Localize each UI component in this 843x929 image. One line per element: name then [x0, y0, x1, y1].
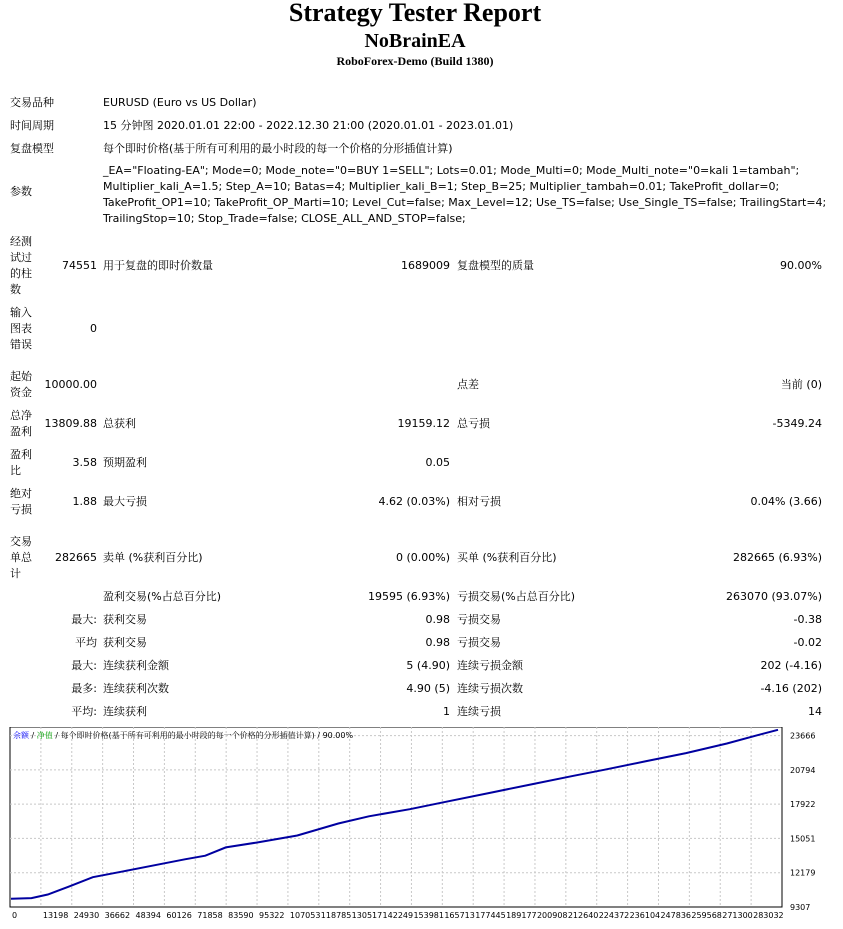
average-prefix: 平均 [75, 636, 97, 649]
largest-prefix: 最大: [71, 613, 97, 626]
trades-label-2: 单总 [10, 551, 32, 564]
long-value: 282665 (6.93%) [732, 551, 822, 564]
x-tick-label: 130517 [351, 911, 383, 920]
average-profit-label: 获利交易 [103, 636, 147, 649]
quality-value: 90.00% [780, 259, 822, 272]
pf-value: 3.58 [72, 456, 97, 469]
x-tick-label: 142249 [382, 911, 414, 920]
reldd-label: 相对亏损 [457, 495, 501, 508]
x-tick-label: 60126 [166, 911, 192, 920]
x-tick-label: 189177 [506, 911, 537, 920]
x-tick-label: 224372 [598, 911, 630, 920]
x-tick-label: 24930 [73, 911, 100, 920]
maximal-consec-loss-label: 连续亏损次数 [457, 682, 523, 695]
largest-loss-label: 亏损交易 [457, 613, 501, 626]
avg-consec-wins-label: 连续获利 [103, 705, 147, 718]
short-label: 卖单 (%获利百分比) [103, 551, 203, 564]
y-tick-label: 17922 [790, 800, 816, 810]
symbol-label: 交易品种 [10, 96, 54, 109]
largest-profit-value: 0.98 [425, 613, 450, 626]
balance-chart-svg [8, 727, 838, 925]
x-tick-label: 71858 [197, 911, 223, 920]
bars-label-4: 数 [10, 283, 21, 296]
x-tick-label: 0 [12, 911, 18, 920]
x-tick-label: 13198 [42, 911, 69, 920]
avg-consec-losses-label: 连续亏损 [457, 705, 501, 718]
netprofit-label-1: 总净 [10, 409, 32, 422]
avg-prefix: 平均: [71, 705, 97, 718]
pf-label-2: 比 [10, 464, 21, 477]
trades-label-3: 计 [10, 567, 21, 580]
trades-value: 282665 [55, 551, 97, 564]
y-tick-label: 12179 [790, 868, 816, 878]
absdd-label-2: 亏损 [10, 503, 32, 516]
max-prefix: 最大: [71, 659, 97, 672]
absdd-label-1: 绝对 [10, 487, 32, 500]
x-tick-label: 153981 [413, 911, 444, 920]
profit-trades-label: 盈利交易(%占总百分比) [103, 590, 222, 603]
netprofit-label-2: 盈利 [10, 425, 32, 438]
x-tick-label: 212640 [567, 911, 599, 920]
x-tick-label: 95322 [259, 911, 285, 920]
x-tick-label: 36662 [104, 911, 131, 920]
y-tick-label: 15051 [790, 834, 816, 844]
maxdd-value: 4.62 (0.03%) [378, 495, 450, 508]
x-tick-label: 177445 [475, 911, 506, 920]
x-tick-label: 236104 [629, 911, 661, 920]
balance-chart [8, 727, 838, 925]
x-tick-label: 107053 [289, 911, 321, 920]
max-consec-wins-value: 5 (4.90) [406, 659, 450, 672]
maxdd-label: 最大亏损 [103, 495, 147, 508]
grossprofit-label: 总获利 [103, 417, 136, 430]
max-consec-losses-label: 连续亏损金额 [457, 659, 523, 672]
maximal-consec-loss-value: -4.16 (202) [760, 682, 822, 695]
x-tick-label: 259568 [691, 911, 722, 920]
short-value: 0 (0.00%) [395, 551, 450, 564]
x-tick-label: 165713 [444, 911, 475, 920]
x-tick-label: 48394 [135, 911, 161, 920]
model-label: 复盘模型 [10, 142, 54, 155]
trades-label-1: 交易 [10, 535, 32, 548]
model-value: 每个即时价格(基于所有可利用的最小时段的每一个价格的分形插值计算) [103, 142, 453, 155]
spread-value: 当前 (0) [780, 378, 822, 391]
symbol-value: EURUSD (Euro vs US Dollar) [103, 96, 257, 109]
ticks-value: 1689009 [401, 259, 450, 272]
x-tick-label: 118785 [320, 911, 352, 920]
params-label: 参数 [10, 185, 32, 198]
y-axis [790, 732, 815, 912]
average-profit-value: 0.98 [425, 636, 450, 649]
maximal-consec-profit-value: 4.90 (5) [406, 682, 450, 695]
expected-label: 预期盈利 [103, 456, 147, 469]
errors-label-3: 错误 [10, 338, 32, 351]
bars-label-1: 经测 [10, 235, 32, 248]
max-consec-wins-label: 连续获利金额 [103, 659, 169, 672]
loss-trades-label: 亏损交易(%占总百分比) [457, 590, 576, 603]
x-tick-label: 271300 [722, 911, 753, 920]
pf-label-1: 盈利 [10, 448, 32, 461]
y-tick-label: 23666 [790, 731, 816, 741]
legend-sep: / [29, 731, 37, 740]
spread-label: 点差 [457, 378, 479, 391]
errors-label-2: 图表 [10, 322, 32, 335]
bars-label-2: 试过 [10, 251, 32, 264]
errors-value: 0 [90, 322, 97, 335]
deposit-label-2: 资金 [10, 386, 32, 399]
grossprofit-value: 19159.12 [397, 417, 450, 430]
profit-trades-value: 19595 (6.93%) [367, 590, 450, 603]
errors-label-1: 输入 [10, 306, 32, 319]
grossloss-label: 总亏损 [457, 417, 490, 430]
largest-profit-label: 获利交易 [103, 613, 147, 626]
period-value: 15 分钟图 2020.01.01 22:00 - 2022.12.30 21:00 (2020.01.01 - 2023.01.01) [103, 119, 514, 132]
x-axis [12, 911, 784, 920]
max-consec-losses-value: 202 (-4.16) [760, 659, 822, 672]
chart-legend [13, 730, 353, 740]
y-tick-label: 9307 [790, 903, 811, 912]
server-name: RoboForex-Demo (Build 1380) [336, 54, 494, 68]
reldd-value: 0.04% (3.66) [750, 495, 822, 508]
average-loss-label: 亏损交易 [457, 636, 501, 649]
average-loss-value: -0.02 [793, 636, 822, 649]
x-tick-label: 83590 [228, 911, 254, 920]
bars-label-3: 的柱 [10, 267, 32, 280]
params-value: _EA="Floating-EA"; Mode=0; Mode_note="0=BUY 1=SELL"; Lots=0.01; Mode_Multi=0; Mode_Multi_note="0=kali 1=tambah"; Multiplier_kali_A=1.5; Step_A=10; Batas=4; Multiplier_kali_B=1; Step_B=25; Multiplier_tambah=0.01; TakeProfit_dollar=0; TakeProfit_OP1=10; TakeProfit_OP_Marti=10; Level_Cut=false; Max_Level=12; Use_TS=false; Use_Single_TS=false; TrailingStart=4; TrailingStop=10; Stop_Trade=false; CLOSE_ALL_AND_STOP=false; [103, 164, 827, 225]
y-tick-label: 20794 [790, 765, 816, 775]
report-title: Strategy Tester Report [288, 0, 542, 27]
maximal-prefix: 最多: [71, 682, 97, 695]
maximal-consec-profit-label: 连续获利次数 [103, 682, 169, 695]
ticks-label: 用于复盘的即时价数量 [103, 259, 213, 272]
ea-name: NoBrainEA [364, 30, 466, 52]
x-tick-label: 283032 [753, 911, 784, 920]
largest-loss-value: -0.38 [793, 613, 822, 626]
expected-value: 0.05 [425, 456, 450, 469]
netprofit-value: 13809.88 [44, 417, 97, 430]
avg-consec-wins-value: 1 [443, 705, 450, 718]
grossloss-value: -5349.24 [772, 417, 822, 430]
x-tick-label: 247836 [660, 911, 692, 920]
loss-trades-value: 263070 (93.07%) [725, 590, 822, 603]
x-tick-label: 200908 [536, 911, 568, 920]
legend-balance: 余额 [13, 731, 29, 740]
long-label: 买单 (%获利百分比) [457, 551, 557, 564]
deposit-value: 10000.00 [44, 378, 97, 391]
legend-equity: 净值 [36, 731, 53, 740]
period-label: 时间周期 [10, 119, 54, 132]
bars-value: 74551 [62, 259, 97, 272]
avg-consec-losses-value: 14 [808, 705, 822, 718]
legend-rest: / 每个即时价格(基于所有可利用的最小时段的每一个价格的分形插值计算) / 90.00% [52, 731, 354, 740]
deposit-label-1: 起始 [10, 370, 32, 383]
plot-frame [10, 727, 782, 907]
absdd-value: 1.88 [72, 495, 97, 508]
quality-label: 复盘模型的质量 [457, 259, 534, 272]
